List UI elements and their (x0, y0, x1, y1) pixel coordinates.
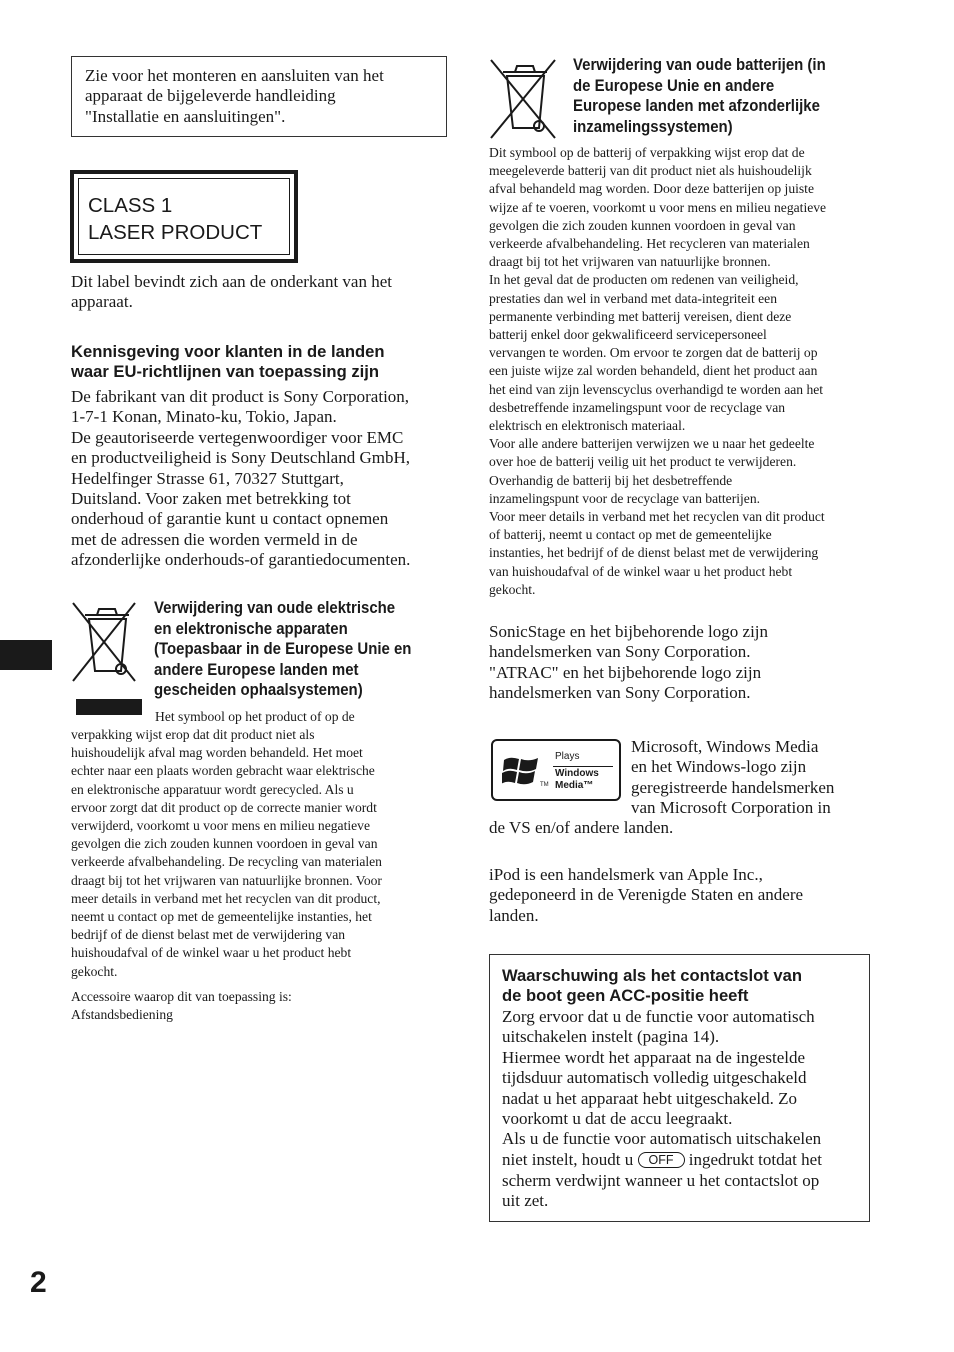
weee-accessory: Accessoire waarop dit van toepassing is: Afstandsbediening (71, 989, 292, 1023)
ipod-trademark: iPod is een handelsmerk van Apple Inc., gedeponeerd in de Verenigde Staten en andere landen. (489, 865, 804, 925)
battery-bin-icon (489, 58, 561, 140)
section-tab (0, 640, 52, 670)
wm-windows: Windows (555, 768, 599, 779)
battery-body: Dit symbool op de batterij of verpakking wijst erop dat de meegeleverde batterij van dit product niet als huishoudelijk afval behandeld mag worden. Door deze batterijen op juiste wijze af te voeren, voorkomt u voor mens en milieu negatieve gevolgen die zich zouden kunnen voordoen in geval van verkeerde afvalbehandeling. Het recycleren van materialen draagt bij tot het vrijwaren van natuurlijke bronnen. In het geval dat de producten om redenen van veiligheid, prestaties dan wel in verband met data-integriteit een permanente verbinding met batterij vereisen, dient deze batterij enkel door gekwalificeerd servicepersoneel vervangen te worden. Om ervoor te zorgen dat de batterij op een juiste wijze zal worden behandeld, dient het product aan het eind van zijn levenscyclus overhandigd te worden aan het desbetreffende inzamelingspunt voor de recyclage van elektrisch en elektronisch materiaal. Voor alle andere batterijen verwijzen we u naar het gedeelte over hoe de batterij veilig uit het product te verwijderen. Overhandig de batterij bij het desbetreffende inzamelingspunt voor de recyclage van batterijen. Voor meer details in verband met het recyclen van dit product of batterij, neemt u contact op met de gemeentelijke instanties, het bedrijf of de dienst belast met de verwijdering van huishoudafval of de winkel waar u het product hebt gekocht. (489, 145, 827, 597)
eu-notice-body: De fabrikant van dit product is Sony Corporation, 1-7-1 Konan, Minato-ku, Tokio, Japan. De geautoriseerde vertegenwoordiger voor EMC en productveiligheid is Sony Deutschland GmbH, Hedelfinger Strasse 61, 70327 Stuttgart, Duitsland. Voor zaken met betrekking tot onderhoud of garantie kunt u contact opnemen met de adressen die worden vermeld in de afzonderlijke onderhouds-of garantiedocumenten. (71, 387, 411, 570)
label-location-text: Dit label bevindt zich aan de onderkant van het apparaat. (71, 272, 392, 312)
sonicstage-trademark: SonicStage en het bijbehorende logo zijn handelsmerken van Sony Corporation. "ATRAC" en het bijbehorende logo zijn handelsmerken van Sony Corporation. (489, 622, 769, 703)
windows-flag-icon (502, 752, 542, 790)
weee-body: verpakking wijst erop dat dit product niet als huishoudelijk afval mag worden behandeld. Het moet echter naar een plaats worden gebracht waar elektrische en elektronische apparatuur wordt gerecycled. Als u ervoor zorgt dat dit product op de correcte manier wordt verwijderd, voorkomt u voor mens en milieu negatieve gevolgen die zich zouden kunnen voordoen in geval van verkeerde afvalbehandeling. De recycling van materialen draagt bij tot het vrijwaren van natuurlijke bronnen. Voor meer details in verband met het recyclen van dit product, neemt u contact op met de gemeentelijke instanties, het bedrijf of de dienst belast met de verwijdering van huishoudafval of de winkel waar u het product hebt gekocht. (71, 727, 382, 979)
battery-heading: Verwijdering van oude batterijen (in de Europese Unie en andere Europese landen met afzonderlijke inzamelingssystemen) (573, 55, 826, 136)
weee-heading: Verwijdering van oude elektrische en elektronische apparaten (Toepasbaar in de Europese Unie en andere Europese landen met gescheiden ophaalsystemen) (154, 598, 412, 700)
page-number: 2 (30, 1266, 47, 1299)
laser-label-text: CLASS 1 LASER PRODUCT (88, 194, 263, 244)
acc-warning-body-end: scherm verdwijnt wanneer u het contactslot op uit zet. (502, 1171, 820, 1211)
microsoft-trademark-tail: de VS en/of andere landen. (489, 818, 674, 837)
acc-warning-heading: Waarschuwing als het contactslot van de boot geen ACC-positie heeft (502, 966, 802, 1006)
laser-class-label (70, 170, 298, 263)
wm-plays: Plays (555, 751, 580, 762)
wm-media: Media™ (555, 780, 594, 791)
microsoft-trademark: Microsoft, Windows Media en het Windows-logo zijn geregistreerde handelsmerken van Microsoft Corporation in (631, 737, 835, 818)
acc-warning-body: Zorg ervoor dat u de functie voor automatisch uitschakelen instelt (pagina 14). Hiermee wordt het apparaat na de ingestelde tijdsduur automatisch volledig uitgeschakeld nadat u het apparaat hebt uitgeschakeld. Zo voorkomt u dat de accu leegraakt. Als u de functie voor automatisch uitschakelen (502, 1007, 822, 1149)
weee-body-first: Het symbool op het product of op de (155, 709, 355, 724)
off-button: OFF (638, 1152, 685, 1168)
acc-warning-box (489, 954, 870, 1222)
install-note-box (71, 56, 447, 137)
wm-tm: TM (540, 782, 549, 788)
eu-notice-heading: Kennisgeving voor klanten in de landen waar EU-richtlijnen van toepassing zijn (71, 342, 385, 382)
windows-media-logo (491, 739, 621, 801)
install-note-text: Zie voor het monteren en aansluiten van het apparaat de bijgeleverde handleiding "Installatie en aansluitingen". (85, 66, 384, 126)
crossed-bin-icon (71, 601, 143, 715)
acc-warning-key-line: niet instelt, houdt u OFF ingedrukt totdat het (502, 1150, 822, 1169)
